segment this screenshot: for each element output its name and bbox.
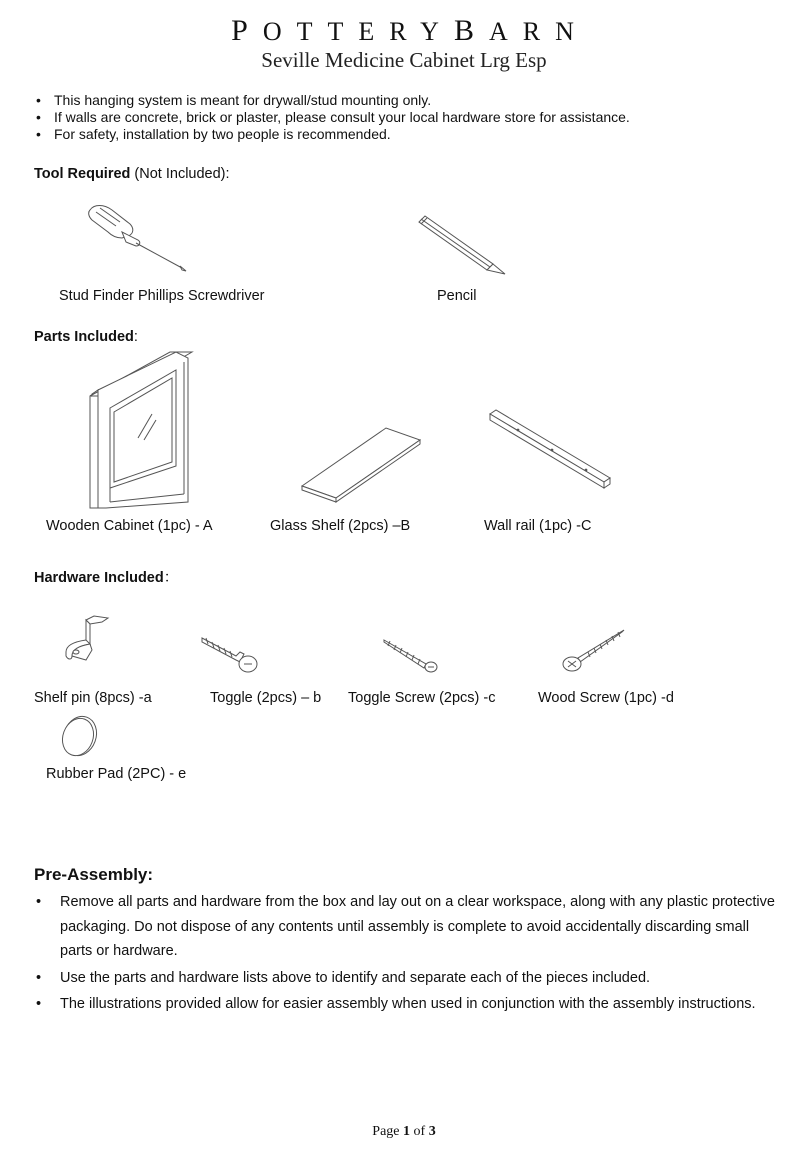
hardware-heading: Hardware Included： (34, 570, 179, 586)
pre-assembly-title: Pre-Assembly: (34, 865, 154, 884)
wood-screw-icon (560, 628, 626, 674)
hardware-label: Toggle Screw (2pcs) -c (348, 690, 496, 706)
toggle-icon (200, 634, 260, 674)
note-item: • For safety, installation by two people is recommended. (34, 126, 630, 143)
notes-list (34, 92, 630, 143)
wall-rail-icon (488, 408, 614, 496)
tools-heading: Tool Required (Not Included): (34, 166, 230, 182)
part-label: Wall rail (1pc) -C (484, 518, 592, 534)
note-item: • This hanging system is meant for drywall/stud mounting only. (34, 92, 630, 109)
part-label: Wooden Cabinet (1pc) - A (46, 518, 213, 534)
brand-logo: POTTERYBARN (231, 14, 589, 47)
tool-label: Pencil (437, 288, 477, 304)
cabinet-icon (88, 348, 194, 510)
pre-assembly-item: • Remove all parts and hardware from the box and lay out on a clear workspace, along with any plastic protective packaging. Do not dispose of any contents until assembly is complete to avoid accidentally discarding small parts or hardware. (34, 890, 779, 964)
pre-assembly-item: • The illustrations provided allow for easier assembly when used in conjunction with the assembly instructions. (34, 992, 779, 1017)
hardware-label: Wood Screw (1pc) -d (538, 690, 674, 706)
toggle-screw-icon (382, 638, 440, 674)
hardware-label: Shelf pin (8pcs) -a (34, 690, 152, 706)
rubber-pad-icon (60, 714, 100, 758)
part-label: Glass Shelf (2pcs) –B (270, 518, 411, 534)
pencil-icon (415, 214, 507, 276)
pre-assembly-item: • Use the parts and hardware lists above to identify and separate each of the pieces included. (34, 966, 779, 991)
parts-heading: Parts Included: (34, 329, 138, 345)
hardware-label: Toggle (2pcs) – b (210, 690, 322, 706)
page-number: Page 1 of 3 (372, 1124, 436, 1139)
tool-label: Stud Finder Phillips Screwdriver (59, 288, 265, 304)
note-item: • If walls are concrete, brick or plaster, please consult your local hardware store for assistance. (34, 109, 630, 126)
document-title: Seville Medicine Cabinet Lrg Esp (261, 48, 547, 72)
screwdriver-icon (86, 202, 190, 274)
glass-shelf-icon (300, 424, 424, 500)
shelf-pin-icon (64, 614, 112, 664)
pre-assembly-list (34, 890, 779, 1019)
hardware-label: Rubber Pad (2PC) - e (46, 766, 187, 782)
